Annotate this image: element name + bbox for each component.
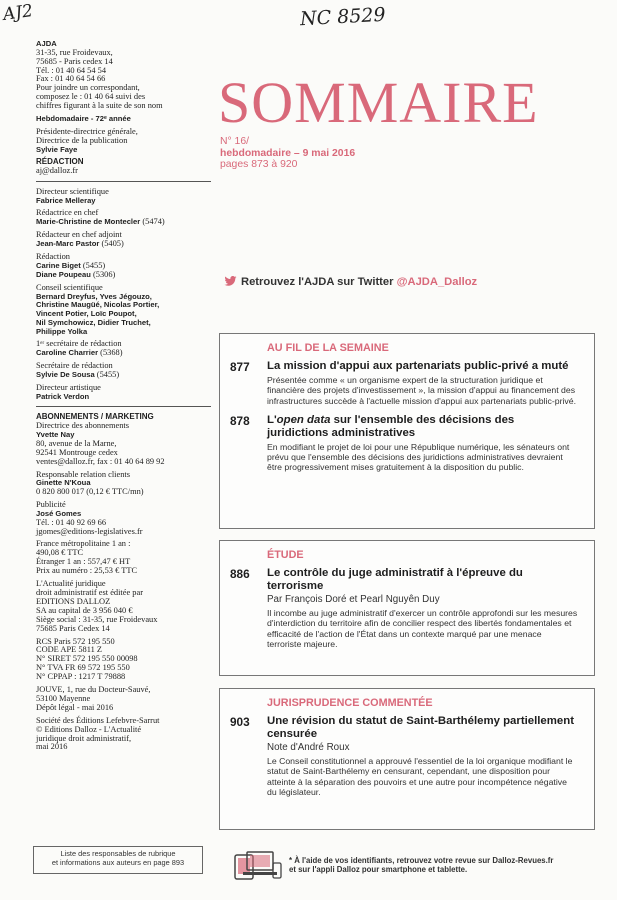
article-877[interactable] — [220, 360, 594, 406]
handwritten-mark-right: NC 8529 — [299, 3, 387, 31]
redaction-heading: RÉDACTION — [36, 157, 84, 167]
digital-access-line-1: * À l'aide de vos identifiants, retrouvez votre revue sur Dalloz-Revues.fr — [289, 856, 554, 865]
redaction-email: aj@dalloz.fr — [36, 165, 78, 175]
divider — [36, 406, 211, 407]
publisher-5: Siège social : 31-35, rue Froidevaux — [36, 614, 158, 624]
council-names-5: Philippe Yolka — [36, 326, 88, 336]
article-878[interactable] — [220, 414, 594, 473]
ads-role: Publicité — [36, 500, 66, 510]
client-role: Responsable relation clients — [36, 469, 130, 479]
article-page: 903 — [230, 715, 250, 729]
redaction-role: Rédaction — [36, 252, 70, 262]
printer-2: 53100 Mayenne — [36, 693, 91, 703]
article-page: 877 — [230, 360, 250, 374]
council-names-2: Christine Maugüé, Nicolas Portier, — [36, 300, 160, 310]
digital-access-line-2: et sur l'appli Dalloz pour smartphone et tablette. — [289, 865, 468, 875]
article-abstract: Le Conseil constitutionnel a approuvé l'essentiel de la loi organique modifiant le statut de Saint-Barthélemy en censurant, cependant, une disposition pour atteinte à la séparation des pouvoirs et une autre pour incompétence négative du législateur. — [267, 756, 573, 797]
president-name: Sylvie Faye — [36, 144, 78, 154]
art-director-role: Directeur artistique — [36, 382, 101, 392]
divider — [36, 181, 211, 182]
frequency: Hebdomadaire - 72ᵉ année — [36, 114, 131, 124]
ads-email: jgomes@editions-legislatives.fr — [36, 526, 143, 536]
registry-5: N° CPPAP : 1217 T 79888 — [36, 672, 126, 682]
article-title — [267, 414, 578, 440]
copyright-4: mai 2016 — [36, 742, 68, 752]
article-page: 886 — [230, 567, 250, 581]
registry-1: RCS Paris 572 195 550 — [36, 636, 115, 646]
secretary-role: Secrétaire de rédaction — [36, 361, 113, 371]
digital-access-note — [233, 851, 593, 885]
deputy-ext: (5405) — [101, 239, 124, 249]
title-before: L' — [267, 413, 277, 426]
devices-icon — [233, 851, 283, 881]
price-3: Étranger 1 an : 557,47 € HT — [36, 557, 131, 567]
secretary-name: Sylvie De Sousa — [36, 369, 95, 379]
section-heading: AU FIL DE LA SEMAINE — [267, 342, 389, 354]
chief-editor-ext: (5474) — [142, 217, 165, 227]
publisher-3: EDITIONS DALLOZ — [36, 596, 111, 606]
scientific-director-role: Directeur scientifique — [36, 186, 109, 196]
note-line-1: Liste des responsables de rubrique — [60, 849, 176, 858]
subscriptions-role: Directrice des abonnements — [36, 421, 130, 431]
article-abstract: Présentée comme « un organisme expert de la structuration juridique et financière des projets d'investissement », la mission d'appui au financement des infrastructures succède à l'actuelle mission d'appui aux partenariats public-privé. — [267, 375, 576, 406]
title-italic: open data — [276, 413, 331, 426]
chief-editor-role: Rédactrice en chef — [36, 208, 99, 218]
article-903[interactable] — [220, 715, 594, 797]
redaction-ext-1: (5455) — [82, 261, 106, 271]
publisher-4: SA au capital de 3 956 040 € — [36, 605, 133, 615]
registry-4: N° TVA FR 69 572 195 550 — [36, 663, 130, 673]
council-role: Conseil scientifique — [36, 282, 103, 292]
first-secretary-ext: (5368) — [100, 348, 123, 358]
ads-phone: Tél. : 01 40 92 69 66 — [36, 517, 107, 527]
article-886[interactable] — [220, 567, 594, 649]
subscriptions-address-3: ventes@dalloz.fr, fax : 01 40 64 89 92 — [36, 456, 165, 466]
subscriptions-name: Yvette Nay — [36, 430, 75, 440]
article-abstract: En modifiant le projet de loi pour une République numérique, les sénateurs ont prévu que l'ensemble des décisions des juridictions administratives devraient être progressivement mises gratuitement à la disposition du public. — [267, 441, 570, 473]
registry-3: N° SIRET 572 195 550 00098 — [36, 654, 138, 664]
president-role-1: Présidente-directrice générale, — [36, 126, 138, 136]
section-au-fil-de-la-semaine — [219, 333, 595, 529]
title-after: sur l'ensemble des décisions des juridictions administratives — [267, 413, 515, 439]
section-heading: JURISPRUDENCE COMMENTÉE — [267, 697, 433, 709]
digital-access-text — [289, 856, 553, 875]
council-names-3: Vincent Potier, Loïc Poupot, — [36, 309, 137, 319]
first-secretary-name: Caroline Charrier — [36, 348, 99, 358]
publisher-2: droit administratif est éditée par — [36, 587, 143, 597]
copyright-1: Société des Éditions Lefebvre-Sarrut — [36, 715, 160, 725]
price-1: France métropolitaine 1 an : — [36, 539, 131, 549]
deputy-role: Rédacteur en chef adjoint — [36, 230, 122, 240]
client-name: Ginette N'Koua — [36, 478, 91, 488]
printer-3: Dépôt légal - mai 2016 — [36, 702, 114, 712]
address-1: 31-35, rue Froidevaux, — [36, 47, 113, 57]
article-abstract: Il incombe au juge administratif d'exercer un contrôle approfondi sur les mesures d'interdiction du territoire afin de concilier respect des libertés fondamentales et efficacité de l'action de l'État dans un contexte marqué par une menace terroriste majeure. — [267, 608, 578, 649]
article-title: Une révision du statut de Saint-Barthélemy partiellement censurée — [267, 715, 574, 740]
subscriptions-heading: ABONNEMENTS / MARKETING — [36, 412, 154, 422]
publisher-1: L'Actualité juridique — [36, 579, 106, 589]
registry-2: CODE APE 5811 Z — [36, 645, 102, 655]
note-line-2: et informations aux auteurs en page 893 — [51, 858, 185, 867]
section-heading: ÉTUDE — [267, 549, 304, 561]
redaction-name-1: Carine Biget — [36, 261, 81, 271]
issue-date: hebdomadaire – 9 mai 2016 — [220, 147, 356, 159]
copyright-2: © Editions Dalloz - L'Actualité — [36, 724, 142, 734]
contact-info-2: composez le : 01 40 64 suivi des — [36, 92, 146, 102]
issue-info — [220, 136, 355, 171]
contact-info-1: Pour joindre un correspondant, — [36, 83, 140, 93]
council-names-1: Bernard Dreyfus, Yves Jégouzo, — [36, 291, 152, 301]
price-4: Prix au numéro : 25,53 € TTC — [36, 566, 138, 576]
printer-1: JOUVE, 1, rue du Docteur-Sauvé, — [36, 685, 151, 695]
first-secretary-role: 1ᵉʳ secrétaire de rédaction — [36, 339, 122, 349]
address-2: 75685 - Paris cedex 14 — [36, 56, 113, 66]
president-role-2: Directrice de la publication — [36, 135, 128, 145]
council-names-4: Nil Symchowicz, Didier Truchet, — [36, 317, 151, 327]
section-jurisprudence-commentee — [219, 688, 595, 830]
handwritten-mark-left: AJ2 — [1, 1, 35, 25]
copyright-3: juridique droit administratif, — [36, 733, 132, 743]
twitter-handle[interactable]: @AJDA_Dalloz — [396, 276, 478, 288]
article-title: Le contrôle du juge administratif à l'épreuve du terrorisme — [267, 567, 523, 592]
twitter-text: Retrouvez l'AJDA sur Twitter — [241, 276, 394, 288]
chief-editor-name: Marie-Christine de Montecler — [36, 217, 141, 227]
issue-number: N° 16/ — [220, 136, 249, 147]
colophon — [36, 40, 236, 756]
client-phone: 0 820 800 017 (0,12 € TTC/mn) — [36, 487, 144, 497]
redaction-name-2: Diane Poupeau — [36, 269, 91, 279]
page-title: SOMMAIRE — [218, 70, 539, 135]
scientific-director-name: Fabrice Melleray — [36, 195, 96, 205]
twitter-bird-icon — [224, 276, 237, 286]
author-info-box — [33, 846, 203, 874]
article-author: Par François Doré et Pearl Nguyên Duy — [267, 594, 440, 605]
secretary-ext: (5455) — [96, 369, 120, 379]
section-etude — [219, 540, 595, 676]
deputy-name: Jean-Marc Pastor — [36, 239, 100, 249]
subscriptions-address-2: 92541 Montrouge cedex — [36, 447, 118, 457]
subscriptions-address-1: 80, avenue de la Marne, — [36, 438, 117, 448]
price-2: 490,08 € TTC — [36, 548, 84, 558]
issue-pages: pages 873 à 920 — [220, 159, 298, 170]
article-author: Note d'André Roux — [267, 742, 350, 753]
contact-info-3: chiffres figurant à la suite de son nom — [36, 101, 163, 111]
redaction-ext-2: (5306) — [92, 269, 116, 279]
publisher-6: 75685 Paris Cedex 14 — [36, 623, 110, 633]
brand: AJDA — [36, 39, 57, 48]
article-title: La mission d'appui aux partenariats public-privé a muté — [267, 360, 569, 372]
art-director-name: Patrick Verdon — [36, 391, 90, 401]
ads-name: José Gomes — [36, 508, 82, 518]
phone: Tél. : 01 40 64 54 54 — [36, 65, 107, 75]
article-page: 878 — [230, 413, 250, 428]
twitter-promo[interactable] — [224, 276, 477, 288]
fax: Fax : 01 40 64 54 66 — [36, 74, 106, 84]
